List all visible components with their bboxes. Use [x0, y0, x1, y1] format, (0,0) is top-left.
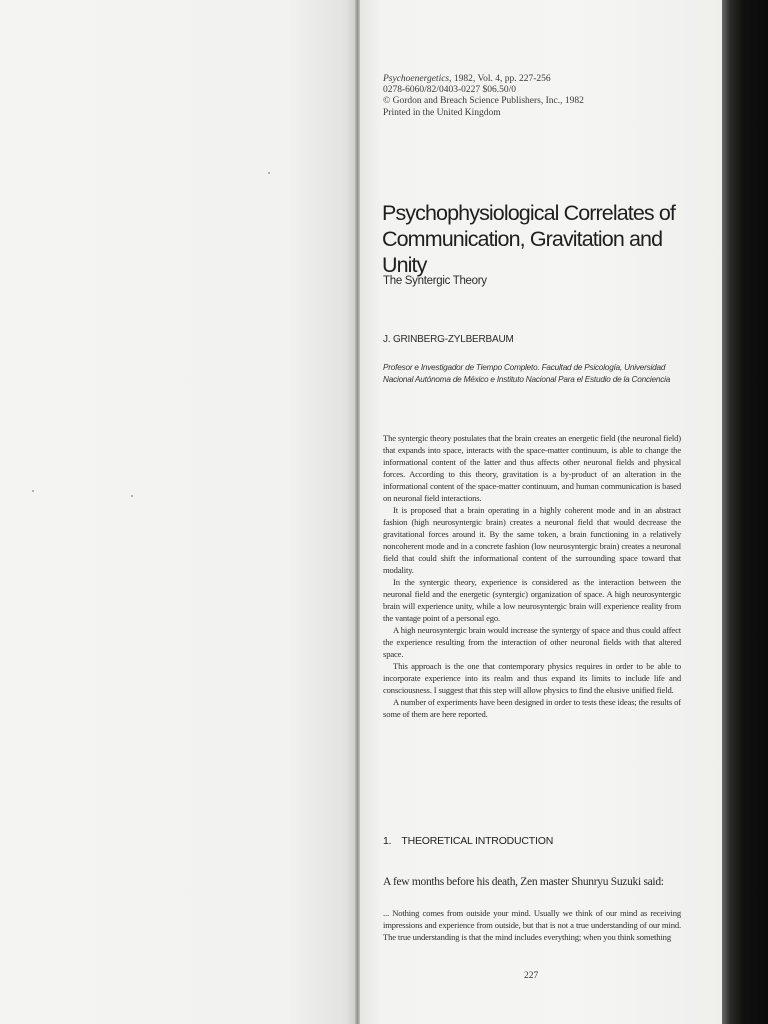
citation-block [383, 74, 584, 119]
intro-sentence: A few months before his death, Zen master Shunryu Suzuki said: [383, 876, 664, 888]
citation-line-journal [383, 74, 584, 85]
paper-subtitle: The Syntergic Theory [383, 275, 487, 287]
author-affiliation: Profesor e Investigador de Tiempo Completo. Facultad de Psicología, Universidad Nacional Autónoma de México e Instituto Nacional Para el Estudio de la Conciencia [383, 363, 671, 384]
journal-name: Psychoenergetics [383, 74, 450, 84]
scan-speck [268, 172, 270, 174]
citation-issn: 0278-6060/82/0403-0227 $06.50/0 [383, 85, 516, 96]
citation-copyright: © Gordon and Breach Science Publishers, Inc., 1982 [383, 96, 584, 107]
abstract-paragraph: This approach is the one that contemporary physics requires in order to be able to incorporate experience into its realm and thus expand its limits to include life and consciousness. I suggest that this step will allow physics to find the elusive unified field. [383, 661, 681, 695]
abstract [383, 432, 681, 720]
title-line-2: Communication, Gravitation and Unity [382, 227, 663, 277]
left-blank-page [0, 0, 357, 1024]
title-line-1: Psychophysiological Correlates of [382, 201, 675, 225]
scan-speck [32, 490, 34, 492]
abstract-paragraph: A high neurosyntergic brain would increase the syntergy of space and thus could affect the experience resulting from the interaction of other neuronal fields with that altered space. [383, 625, 681, 659]
scan-speck [131, 495, 133, 497]
citation-printed: Printed in the United Kingdom [383, 107, 501, 118]
author-name: J. GRINBERG-ZYLBERBAUM [383, 334, 514, 345]
abstract-paragraph: It is proposed that a brain operating in a highly coherent mode and in an abstract fashion (high neurosyntergic brain) creates a neuronal field that would decrease the gravitational forces around it. By the same token, a brain functioning in a relatively noncoherent mode and in a concrete fashion (low neurosyntergic brain) creates a neuronal field that could shift the informational content of the surrounding space toward that modality. [383, 505, 681, 575]
journal-volume-pages: , 1982, Vol. 4, pp. 227-256 [449, 74, 551, 84]
section-heading [383, 835, 553, 847]
page-number: 227 [524, 971, 539, 981]
section-title: THEORETICAL INTRODUCTION [401, 835, 554, 847]
section-number: 1. [383, 835, 392, 847]
abstract-paragraph: In the syntergic theory, experience is considered as the interaction between the neuronal field and the energetic (syntergic) organization of space. A high neurosyntergic brain will experience unity, while a low neurosyntergic brain will experience reality from the vantage point of a personal ego. [383, 577, 681, 623]
abstract-paragraph: A number of experiments have been designed in order to tests these ideas; the results of some of them are here reported. [383, 697, 681, 719]
scan-dark-edge [722, 0, 768, 1024]
suzuki-quote: ... Nothing comes from outside your mind. Usually we think of our mind as receiving impressions and experience from outside, but that is not a true understanding of our mind. The true understanding is that the mind includes everything; when you think something [383, 908, 681, 942]
abstract-paragraph: The syntergic theory postulates that the brain creates an energetic field (the neuronal field) that expands into space, interacts with the space-matter continuum, is able to change the informational content of the latter and thus affects other neuronal fields and physical forces. According to this theory, gravitation is a by-product of an alteration in the informational content of the space-matter continuum, and human communication is based on neuronal field interactions. [383, 433, 681, 503]
paper-title [382, 200, 702, 278]
